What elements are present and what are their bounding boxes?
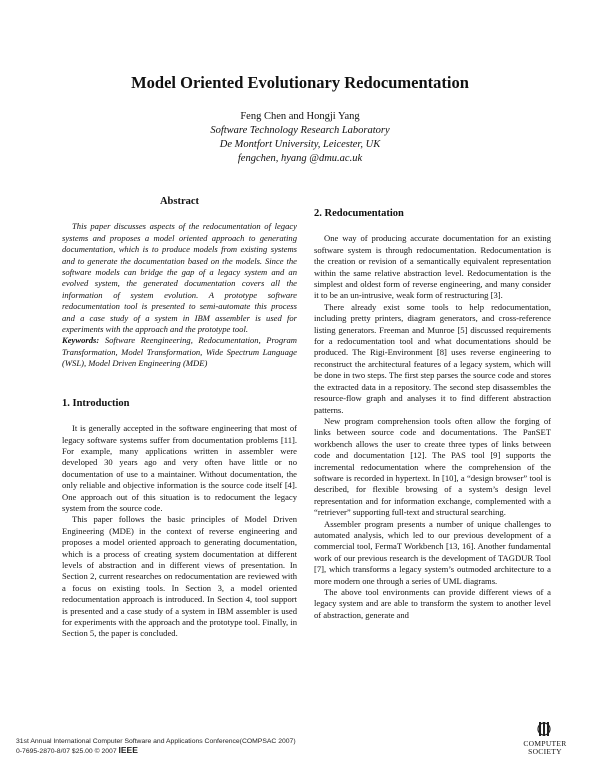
footer-copyright	[16, 746, 296, 756]
footer-conference: 31st Annual International Computer Software and Applications Conference(COMPSAC 2007)	[16, 738, 296, 745]
logo-text	[510, 740, 580, 756]
redoc-paragraph-1: One way of producing accurate documentation for an existing software system is through redocumentation. Redocumentation is the creation or revision of a semantically equivalent representation within the same relative abstraction level. Redocumentation is the simplest and oldest form of reverse engineering, and many consider it to be an un-intrusive, weak form of restructuring [3].	[314, 233, 551, 301]
page-footer	[16, 737, 296, 756]
abstract-text: This paper discusses aspects of the redocumentation of legacy systems and proposes a model oriented approach to generating documentation, which is to produce models from existing systems and to generate the documentation based on the models. Since the software models can bridge the gap of a legacy system and an evolved system, the generated documentation covers all the information of system evolution. A prototype software redocumentation tool is presented to semi-automate this process and a case study of a system in IBM assembler is used for experiments with the approach and the prototype tool.	[62, 221, 297, 335]
left-column	[62, 196, 297, 640]
abstract-heading: Abstract	[159, 196, 200, 207]
affiliation-university: De Montfort University, Leicester, UK	[219, 139, 381, 150]
keywords	[62, 335, 297, 369]
author-block	[0, 110, 600, 166]
author-names: Feng Chen and Hongji Yang	[240, 111, 360, 122]
keywords-text: Software Reengineering, Redocumentation, Program Transformation, Model Transformation, Wide Spectrum Language (WSL), Model Driven Engineering (MDE)	[62, 335, 297, 369]
redoc-paragraph-5: The above tool environments can provide different views of a legacy system and are able to transform the system to another level of abstraction, generate and	[314, 587, 551, 620]
logo-line-1: COMPUTER	[523, 739, 567, 748]
paper-title: Model Oriented Evolutionary Redocumentation	[131, 73, 469, 92]
intro-paragraph-1: It is generally accepted in the software engineering that most of legacy software systems suffer from documentation problems [11]. For example, many applications written in assembler were developed 30 years ago and very often have little or no documentation of use to a maintainer. Without documentation, the only reliable and objective information is the source code itself [4]. One approach out of this situation is to redocument the legacy system from the source code.	[62, 423, 297, 513]
right-column	[314, 208, 551, 621]
affiliation-lab: Software Technology Research Laboratory	[210, 125, 390, 136]
abstract-body	[62, 221, 297, 335]
footer-isbn: 0-7695-2870-8/07 $25.00 © 2007	[16, 748, 117, 755]
intro-paragraph-2: This paper follows the basic principles of Model Driven Engineering (MDE) in the context of reverse engineering and proposes a model oriented approach to generating documentation, which is a process of creating system documentation at different levels of abstraction and in different views of presentation. In Section 2, current researches on redocumentation are reviewed with a focus on existing tools. In Section 3, a model oriented redocumentation approach is introduced. In Section 4, tool support is presented and a case study of a system in IBM assembler is used for experiments with the approach and the prototype tool. Finally, in Section 5, the paper is concluded.	[62, 514, 297, 639]
section-heading-introduction: 1. Introduction	[62, 397, 130, 409]
section-heading-redocumentation: 2. Redocumentation	[314, 208, 404, 219]
redoc-paragraph-2: There already exist some tools to help redocumentation, including pretty printers, diagram generators, and cross-reference listing generators. Freeman and Munroe [5] discussed requirements for a redocumentation tool and what documentations should be produced. The Rigi-Environment [8] uses reverse engineering to reconstruct the architectural features of a legacy system, which will be done in two steps. The first step parses the source code and stores the extracted data in a repository. The second step disassembles the resource-flow graph and analyses it to find different abstraction patterns.	[314, 301, 551, 415]
redoc-paragraph-4: Assembler program presents a number of unique challenges to automated analysis, which led to our previous development of a commercial tool, FermaT Workbench [13, 16]. Another fundamental work of our previous research is the development of TAGDUR Tool [7], which transforms a legacy system’s outmoded architecture to a more modern one through a series of UML diagrams.	[314, 518, 551, 586]
keywords-label: Keywords:	[62, 335, 100, 346]
footer-publisher: IEEE	[118, 745, 138, 755]
author-email: fengchen, hyang @dmu.ac.uk	[237, 153, 363, 164]
logo-line-2: SOCIETY	[528, 747, 562, 756]
redoc-paragraph-3: New program comprehension tools often allow the forging of links between source code and documentations. The PanSET workbench allows the user to create three types of links between code and documentation [12]. The PAS tool [9] supports the incremental redocumentation where the comprehension of the software is recorded in hypertext. In [10], a “design browser” tool is described, for flexible browsing of a system’s design level representation and for information exchange, complemented with a “retriever” supporting full-text and structural searching.	[314, 415, 551, 518]
